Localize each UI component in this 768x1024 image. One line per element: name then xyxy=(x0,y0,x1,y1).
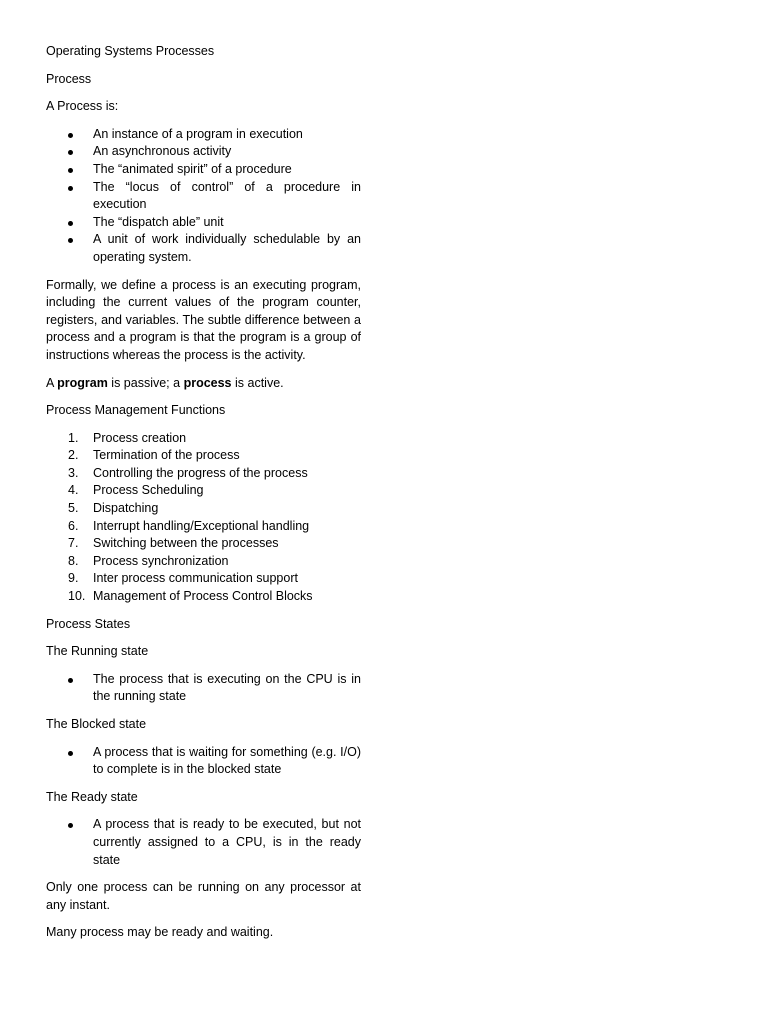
heading-process-states: Process States xyxy=(46,616,131,631)
list-item: The “locus of control” of a procedure in execution xyxy=(46,179,361,214)
heading-management-functions: Process Management Functions xyxy=(46,403,226,418)
passive-active-sentence: A program is passive; a process is active. xyxy=(46,375,284,390)
list-item: A process that is ready to be executed, but not currently assigned to a CPU, is in the ready state xyxy=(46,816,361,869)
list-item: An asynchronous activity xyxy=(46,143,361,161)
document-title: Operating Systems Processes xyxy=(46,44,215,58)
list-item: 3. Controlling the progress of the process xyxy=(68,465,308,480)
bullet-icon xyxy=(68,186,73,191)
heading-running-state: The Running state xyxy=(46,644,149,659)
list-item: 2. Termination of the process xyxy=(68,448,240,463)
bullet-icon xyxy=(68,678,73,683)
list-item: An instance of a program in execution xyxy=(46,126,361,144)
list-item: The “animated spirit” of a procedure xyxy=(46,161,361,179)
bullet-icon xyxy=(68,150,73,155)
process-is-list xyxy=(46,126,361,267)
process-term: process xyxy=(183,375,232,390)
heading-blocked-state: The Blocked state xyxy=(46,717,147,731)
list-item: 7. Switching between the processes xyxy=(68,536,279,551)
management-functions-list xyxy=(46,430,361,606)
heading-ready-state: The Ready state xyxy=(46,789,138,804)
list-item: A process that is waiting for something (e.g. I/O) to complete is in the blocked state xyxy=(46,744,361,779)
bullet-icon xyxy=(68,823,73,828)
only-one-running-paragraph: Only one process can be running on any processor at any instant. xyxy=(46,880,361,912)
program-term: program xyxy=(57,375,108,390)
ready-state-list xyxy=(46,816,361,869)
list-item: The “dispatch able” unit xyxy=(46,214,361,232)
bullet-icon xyxy=(68,168,73,173)
formal-definition-paragraph: Formally, we define a process is an executing program, including the current values of the program counter, registers, and variables. The subtle difference between a process and a program is that the program is a group of instructions whereas the process is the activity. xyxy=(46,277,361,362)
list-item: 5. Dispatching xyxy=(68,501,159,516)
many-ready-paragraph: Many process may be ready and waiting. xyxy=(46,925,274,940)
list-item: The process that is executing on the CPU is in the running state xyxy=(46,671,361,706)
bullet-icon xyxy=(68,751,73,756)
list-item: 4. Process Scheduling xyxy=(68,483,204,498)
bullet-icon xyxy=(68,238,73,243)
bullet-icon xyxy=(68,221,73,226)
document-body xyxy=(46,43,361,942)
blocked-state-list xyxy=(46,744,361,779)
intro-text: A Process is: xyxy=(46,99,119,114)
list-item: 9. Inter process communication support xyxy=(68,571,298,586)
heading-process: Process xyxy=(46,71,92,86)
list-item: A unit of work individually schedulable by an operating system. xyxy=(46,231,361,266)
running-state-list xyxy=(46,671,361,706)
list-item: 1. Process creation xyxy=(68,430,187,445)
list-item: 6. Interrupt handling/Exceptional handling xyxy=(68,518,310,533)
list-item: 8. Process synchronization xyxy=(68,553,229,568)
list-item: 10. Management of Process Control Blocks xyxy=(68,589,313,604)
bullet-icon xyxy=(68,133,73,138)
